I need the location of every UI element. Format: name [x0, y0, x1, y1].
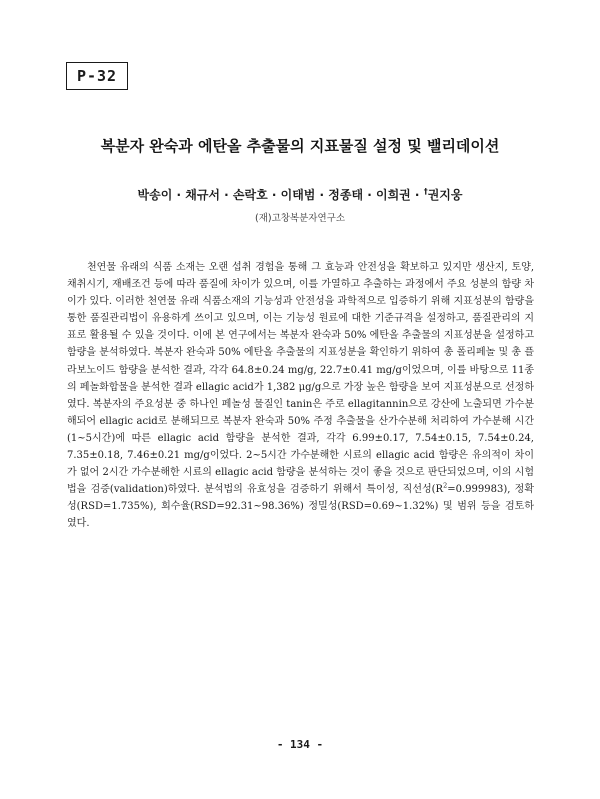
poster-code-box [66, 62, 128, 90]
author-list [40, 186, 560, 203]
abstract-text-part2: =0.999983), 정확성(RSD=1.735%), 회수율(RSD=92.31~98.36%) 정밀성(RSD=0.69~1.32%) 및 범위 등을 검토하였다. [67, 484, 534, 530]
abstract-body [67, 259, 534, 533]
author-names: 박송이 · 채규서 · 손락호 · 이태범 · 정종태 · 이희권 · [137, 188, 424, 202]
corresponding-author: 권지웅 [427, 188, 463, 202]
poster-code: P-32 [76, 67, 118, 85]
corresponding-author-mark: † [423, 187, 428, 196]
affiliation: (재)고창복분자연구소 [254, 213, 345, 224]
page-number: - 134 - [276, 738, 324, 751]
abstract-text-part1: 천연물 유래의 식품 소재는 오랜 섭취 경험을 통해 그 효능과 안전성을 확보하고 있지만 생산지, 토양, 채취시기, 재배조건 등에 따라 품질에 차이가 있으며, 이를 가열하고 추출하는 과정에서 주요 성분의 함량 차이가 있다. 이러한 천연물 유래 식품소재의 기능성과 안전성을 과학적으로 입증하기 위해 지표성분의 함량을 통한 품질관리법이 유용하게 쓰이고 있으며, 이는 기능성 원료에 대한 기준규격을 설정하고, 품질관리의 지표로 활용될 수 있을 것이다. 이에 본 연구에서는 복분자 완숙과 50% 에탄올 추출물의 지표성분을 설정하고 함량을 분석하였다. 복분자 완숙과 50% 에탄올 추출물의 지표성분을 확인하기 위하여 총 폴리페놀 및 총 플라보노이드 함량을 분석한 결과, 각각 64.8±0.24 mg/g, 22.7±0.41 mg/g이었으며, 이를 바탕으로 11종의 페놀화합물을 분석한 결과 ellagic acid가 1,382 μg/g으로 가장 높은 함량을 보여 지표성분으로 선정하였다. 복분자의 주요성분 중 하나인 페놀성 물질인 tanin은 주로 ellagitannin으로 강산에 노출되면 가수분해되어 ellagic acid로 분해되므로 복분자 완숙과 50% 주정 추출물을 산가수분해 처리하여 가수분해 시간(1~5시간)에 따른 ellagic acid 함량을 분석한 결과, 각각 6.99±0.17, 7.54±0.15, 7.54±0.24, 7.35±0.18, 7.46±0.21 mg/g이었다. 2~5시간 가수분해한 시료의 ellagic acid 함량은 유의적이 차이가 없어 2시간 가수분해한 시료의 ellagic acid 함량을 분석하는 것이 좋을 것으로 판단되었으며, 이의 시험법을 검증(validation)하였다. 분석법의 유효성을 검증하기 위해서 특이성, 직선성(R [67, 262, 534, 496]
abstract-superscript: 2 [443, 481, 448, 490]
paper-title: 복분자 완숙과 에탄올 추출물의 지표물질 설정 및 밸리데이션 [100, 137, 500, 155]
